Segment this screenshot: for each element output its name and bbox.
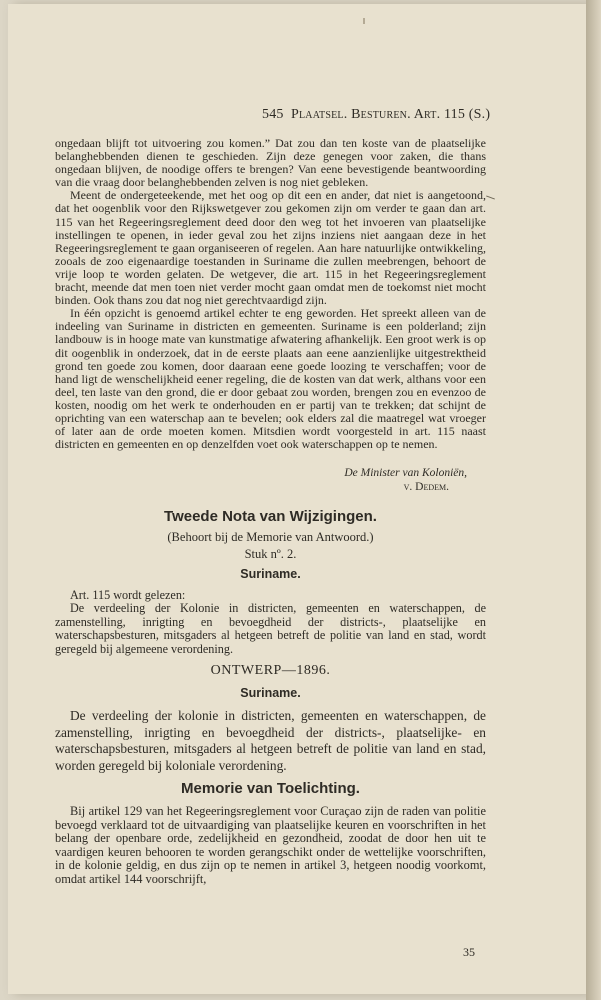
signature-mark: 35 bbox=[463, 945, 475, 959]
nota-title: Tweede Nota van Wijzigingen. bbox=[164, 508, 377, 525]
header-page-number: 545 bbox=[262, 107, 284, 122]
page-mark bbox=[363, 18, 365, 24]
body-text bbox=[55, 137, 486, 451]
ontwerp-text: De verdeeling der kolonie in districten, gemeenten en waterschappen, de zamenstelling, inrigting en bevoegdheid der districts-, plaatselijke- en waterschapsbesturen, mitsgaders al hetgeen betreft de politie van land en stad, worden geregeld bij koloniale verordening. bbox=[55, 708, 486, 773]
nota-body bbox=[55, 589, 486, 656]
nota-text: De verdeeling der Kolonie in districten, gemeenten en waterschappen, de zamenstelling, inrigting en bevoegdheid der districts-, plaatselijke en waterschapsbesturen, mitsgaders al hetgeen betreft de politie van land en stad, wordt geregeld bij algemeene verordening. bbox=[55, 601, 486, 656]
signature-name: v. Dedem. bbox=[403, 481, 449, 493]
ontwerp-title: ONTWERP—1896. bbox=[210, 663, 331, 678]
nota-section: Suriname. bbox=[240, 567, 301, 581]
header-title: Plaatsel. Besturen. Art. 115 (S.) bbox=[291, 107, 491, 122]
ontwerp-body bbox=[55, 708, 486, 774]
nota-stuk: Stuk nº. 2. bbox=[244, 547, 297, 561]
signature-role: De Minister van Koloniën, bbox=[344, 467, 467, 479]
memorie-text: Bij artikel 129 van het Regeeringsreglement voor Curaçao zijn de raden van politie bevoegd verklaard tot de uitvaardiging van plaatselijke keuren en voorschriften in het belang der openbare orde, zedelijkheid en gezondheid, zoodat de door hen uit te vaardigen keuren behooren te worden gerangschikt onder de wettelijke voorschriften, in de kolonie geldig, en dus zijn op te nemen in artikel 3, hetgeen noodig voorkomt, omdat artikel 144 voorschrijft, bbox=[55, 804, 486, 886]
paragraph-3: In één opzicht is genoemd artikel echter te eng geworden. Het spreekt alleen van de indeeling van Suriname in districten en gemeenten. Suriname is een polderland; zijn landbouw is in hooge mate van kunstmatige afwatering afhankelijk. Een groot werk is op dit oogenblik in onderzoek, dat in de eerste plaats aan eene aanzienlijke uitgestrektheid grond ten goede zou komen, door daaraan eene goede loozing te verschaffen; voor de hand ligt de wenschelijkheid eener regeling, die de kosten van dat werk, althans voor een deel, ten laste van den grond, die er door gebaat zou worden, brengen zou en evenzoo de kosten, noodig om het werk te onderhouden en er partij van te trekken; dat schijnt de oprichting van een waterschap aan te bevelen; ook elders zal die maatregel wat vroeger of later aan de orde moeten komen. Mitsdien wordt voorgesteld in art. 115 naast districten en gemeenten en op denzelfden voet ook waterschappen op te nemen. bbox=[55, 306, 486, 452]
running-header bbox=[262, 107, 502, 123]
ontwerp-section: Suriname. bbox=[240, 686, 301, 700]
document-page bbox=[8, 4, 586, 994]
signature-block bbox=[55, 466, 467, 494]
memorie-body bbox=[55, 805, 486, 887]
nota-intro: Art. 115 wordt gelezen: bbox=[70, 588, 186, 602]
paragraph-2: Meent de ondergeteekende, met het oog op dit een en ander, dat niet is aangetoond, dat het oogenblik voor den Rijkswetgever zou gekomen zijn om verder te gaan dan art. 115 van het Regeeringsreglement deed door den weg tot het invoeren van plaatselijke instellingen te openen, in ieder geval zou het zijns inziens niet aangaan deze in het Regeeringsreglement te gaan organiseeren of regelen. Aan hare natuurlijke ontwikkeling, zooals de zoo eigenaardige toestanden in Suriname die zullen meebrengen, behoort de vrije loop te worden gelaten. De wetgever, die art. 115 in het Regeeringsreglement bracht, meende dat men toen niet verder mocht gaan omdat men de toekomst niet mocht binden. Ook thans zou dat nog niet gerechtvaardigd zijn. bbox=[55, 188, 486, 308]
paragraph-1: ongedaan blijft tot uitvoering zou komen.” Dat zou dan ten koste van de plaatselijke belanghebbenden dienen te geschieden. Zijn deze genegen voor zaken, die thans ongedaan blijven, de noodige offers te brengen? Van eene bevestigende beantwoording van die vraag door belanghebbenden zelven is nog niet gebleken. bbox=[55, 136, 486, 190]
book-gutter bbox=[586, 0, 601, 1000]
memorie-title: Memorie van Toelichting. bbox=[181, 780, 360, 797]
nota-subtitle: (Behoort bij de Memorie van Antwoord.) bbox=[167, 530, 374, 544]
margin-mark bbox=[486, 195, 495, 199]
